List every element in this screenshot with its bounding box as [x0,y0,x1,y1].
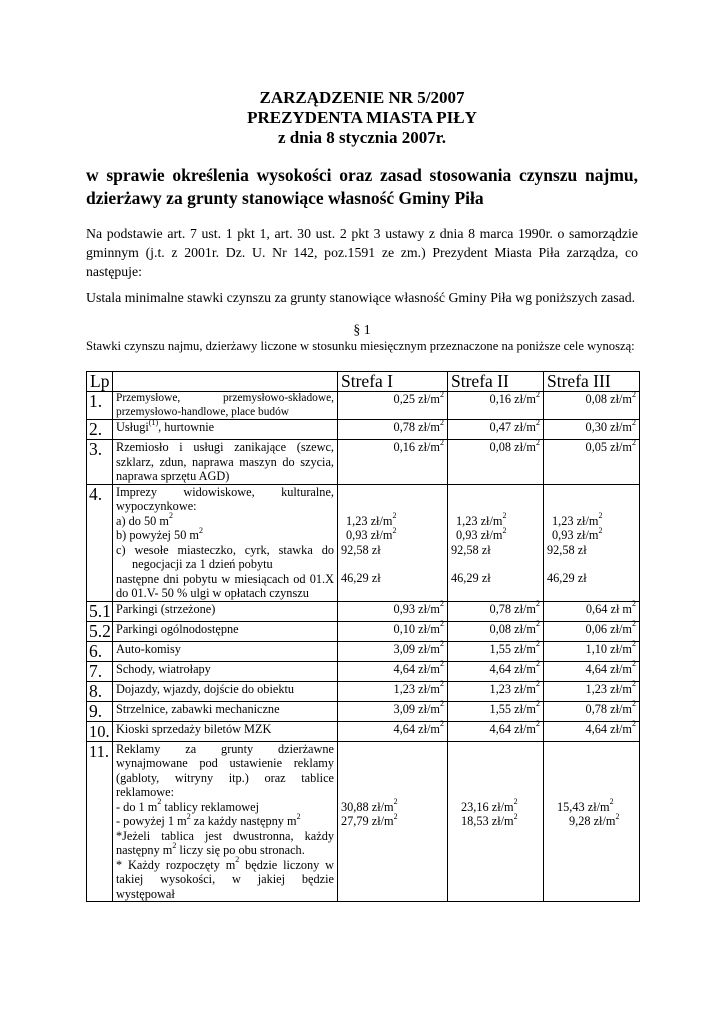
zone-2-value: 1,55 $zł/m^2$ [448,701,544,721]
zone-3-value: 0,78 $zł/m^2$ [544,701,640,721]
row-description: Strzelnice, zabawki mechaniczne [113,701,338,721]
table-row [87,681,640,701]
heading-issuer: PREZYDENTA MIASTA PIŁY [247,108,477,127]
zone-3-value: 4,64 $zł/m^2$ [544,661,640,681]
row-lp: 8. [87,681,113,701]
row-lp: 1. [87,392,113,420]
row-description: Schody, wiatrołapy [113,661,338,681]
zone-2-value: 1,55 $zł/m^2$ [448,641,544,661]
zone-3-value: 0,08 $zł/m^2$ [544,392,640,420]
section-marker: § 1 [353,322,371,337]
row-description: Parkingi (strzeżone) [113,601,338,621]
zone-1-value: 0,16 $zł/m^2$ [338,440,448,485]
zone-1-value: 1,23 $zł/m^2$ 0,93 $zł/m^2$ 92,58 zł 46,29 zł [338,484,448,601]
zone-2-value: 0,08 $zł/m^2$ [448,621,544,641]
zone-2-value: 0,47 $zł/m^2$ [448,420,544,440]
header-zone-1: Strefa I [338,372,448,392]
zone-1-value: 4,64 $zł/m^2$ [338,721,448,741]
row-lp: 9. [87,701,113,721]
row-lp: 4. [87,484,113,601]
row-description: Dojazdy, wjazdy, dojście do obiektu [113,681,338,701]
header-description [113,372,338,392]
row-description: Rzemiosło i usługi zanikające (szewc, szklarz, zdun, naprawa maszyn do szycia, naprawa sprzętu AGD) [113,440,338,485]
table-header-row [87,372,640,392]
zone-2-value: 4,64 $zł/m^2$ [448,661,544,681]
zone-1-value: 3,09 $zł/m^2$ [338,701,448,721]
row-description: Przemysłowe, przemysłowo-składowe, przemysłowo-handlowe, place budów [113,392,338,420]
header-lp: Lp [87,372,113,392]
row-description: Imprezy widowiskowe, kulturalne, wypoczynkowe: a) do 50 $m^2$ b) powyżej 50 $m^2$ c) wesołe miasteczko, cyrk, stawka do negocjacji za 1 dzień pobytu następne dni pobytu w miesiącach od 01.X do 01.V- 50 % ulgi w opłatach czynszu [113,484,338,601]
document-subject: w sprawie określenia wysokości oraz zasad stosowania czynszu najmu, dzierżawy za grunty stanowiące własność Gminy Piła [86,165,638,208]
zone-1-value: 1,23 $zł/m^2$ [338,681,448,701]
heading-ordinance-number: ZARZĄDZENIE NR 5/2007 [259,88,465,107]
zone-2-value: 0,08 $zł/m^2$ [448,440,544,485]
zone-2-value: 23,16 $zł/m^2$ 18,53 $zł/m^2$ [448,741,544,902]
zone-2-value: 0,16 $zł/m^2$ [448,392,544,420]
table-row [87,621,640,641]
table-row [87,701,640,721]
zone-3-value: 0,06 $zł/m^2$ [544,621,640,641]
zone-1-value: 4,64 $zł/m^2$ [338,661,448,681]
intro-paragraph: Ustala minimalne stawki czynszu za grunty stanowiące własność Gminy Piła wg poniższych zasad. [86,290,636,305]
row-lp: 5.1 [87,601,113,621]
zone-1-value: 0,10 $zł/m^2$ [338,621,448,641]
table-row [87,601,640,621]
zone-3-value: 15,43 $zł/m^2$ 9,28 $zł/m^2$ [544,741,640,902]
table-row [87,420,640,440]
zone-3-value: 1,23 $zł/m^2$ 0,93 $zł/m^2$ 92,58 zł 46,29 zł [544,484,640,601]
rates-table [86,371,640,902]
zone-1-value: 30,88 $zł/m^2$ 27,79 $zł/m^2$ [338,741,448,902]
row-description: Usługi$^{(1)}$, hurtownie [113,420,338,440]
row-lp: 5.2 [87,621,113,641]
table-row [87,721,640,741]
row-lp: 11. [87,741,113,902]
zone-3-value: 1,23 $zł/m^2$ [544,681,640,701]
row-description: Kioski sprzedaży biletów MZK [113,721,338,741]
heading-date: z dnia 8 stycznia 2007r. [278,128,446,147]
header-zone-2: Strefa II [448,372,544,392]
table-row [87,641,640,661]
table-row [87,392,640,420]
zone-3-value: 0,05 $zł/m^2$ [544,440,640,485]
header-zone-3: Strefa III [544,372,640,392]
zone-2-value: 0,78 $zł/m^2$ [448,601,544,621]
zone-2-value: 1,23 $zł/m^2$ [448,681,544,701]
table-row [87,484,640,601]
zone-1-value: 0,25 $zł/m^2$ [338,392,448,420]
zone-3-value: 1,10 $zł/m^2$ [544,641,640,661]
row-description: Parkingi ogólnodostępne [113,621,338,641]
row-lp: 3. [87,440,113,485]
row-lp: 2. [87,420,113,440]
zone-1-value: 3,09 $zł/m^2$ [338,641,448,661]
zone-2-value: 1,23 $zł/m^2$ 0,93 $zł/m^2$ 92,58 zł 46,29 zł [448,484,544,601]
row-description: Reklamy za grunty dzierżawne wynajmowane pod ustawienie reklamy (gabloty, witryny itp.) oraz tablice reklamowe: - do 1 $m^2$ tablicy reklamowej - powyżej 1 $m^2$ za każdy następny $m^2$ *Jeżeli tablica jest dwustronna, każdy następny $m^2$ liczy się po obu stronach. * Każdy rozpoczęty $m^2$ będzie liczony w takiej wysokości, w jakiej będzie występował [113,741,338,902]
row-lp: 7. [87,661,113,681]
zone-1-value: 0,93 $zł/m^2$ [338,601,448,621]
zone-3-value: 4,64 $zł/m^2$ [544,721,640,741]
table-row [87,661,640,681]
row-description: Auto-komisy [113,641,338,661]
legal-basis-paragraph: Na podstawie art. 7 ust. 1 pkt 1, art. 30 ust. 2 pkt 3 ustawy z dnia 8 marca 1990r. o samorządzie gminnym (j.t. z 2001r. Dz. U. Nr 142, poz.1591 ze zm.) Prezydent Miasta Piła zarządza, co następuje: [86,226,638,279]
zone-1-value: 0,78 $zł/m^2$ [338,420,448,440]
table-row [87,440,640,485]
zone-3-value: 0,64 zł $m^2$ [544,601,640,621]
section-text: Stawki czynszu najmu, dzierżawy liczone w stosunku miesięcznym przeznaczone na poniższe cele wynoszą: [86,339,635,353]
row-lp: 10. [87,721,113,741]
zone-2-value: 4,64 $zł/m^2$ [448,721,544,741]
table-row [87,741,640,902]
zone-3-value: 0,30 $zł/m^2$ [544,420,640,440]
row-lp: 6. [87,641,113,661]
